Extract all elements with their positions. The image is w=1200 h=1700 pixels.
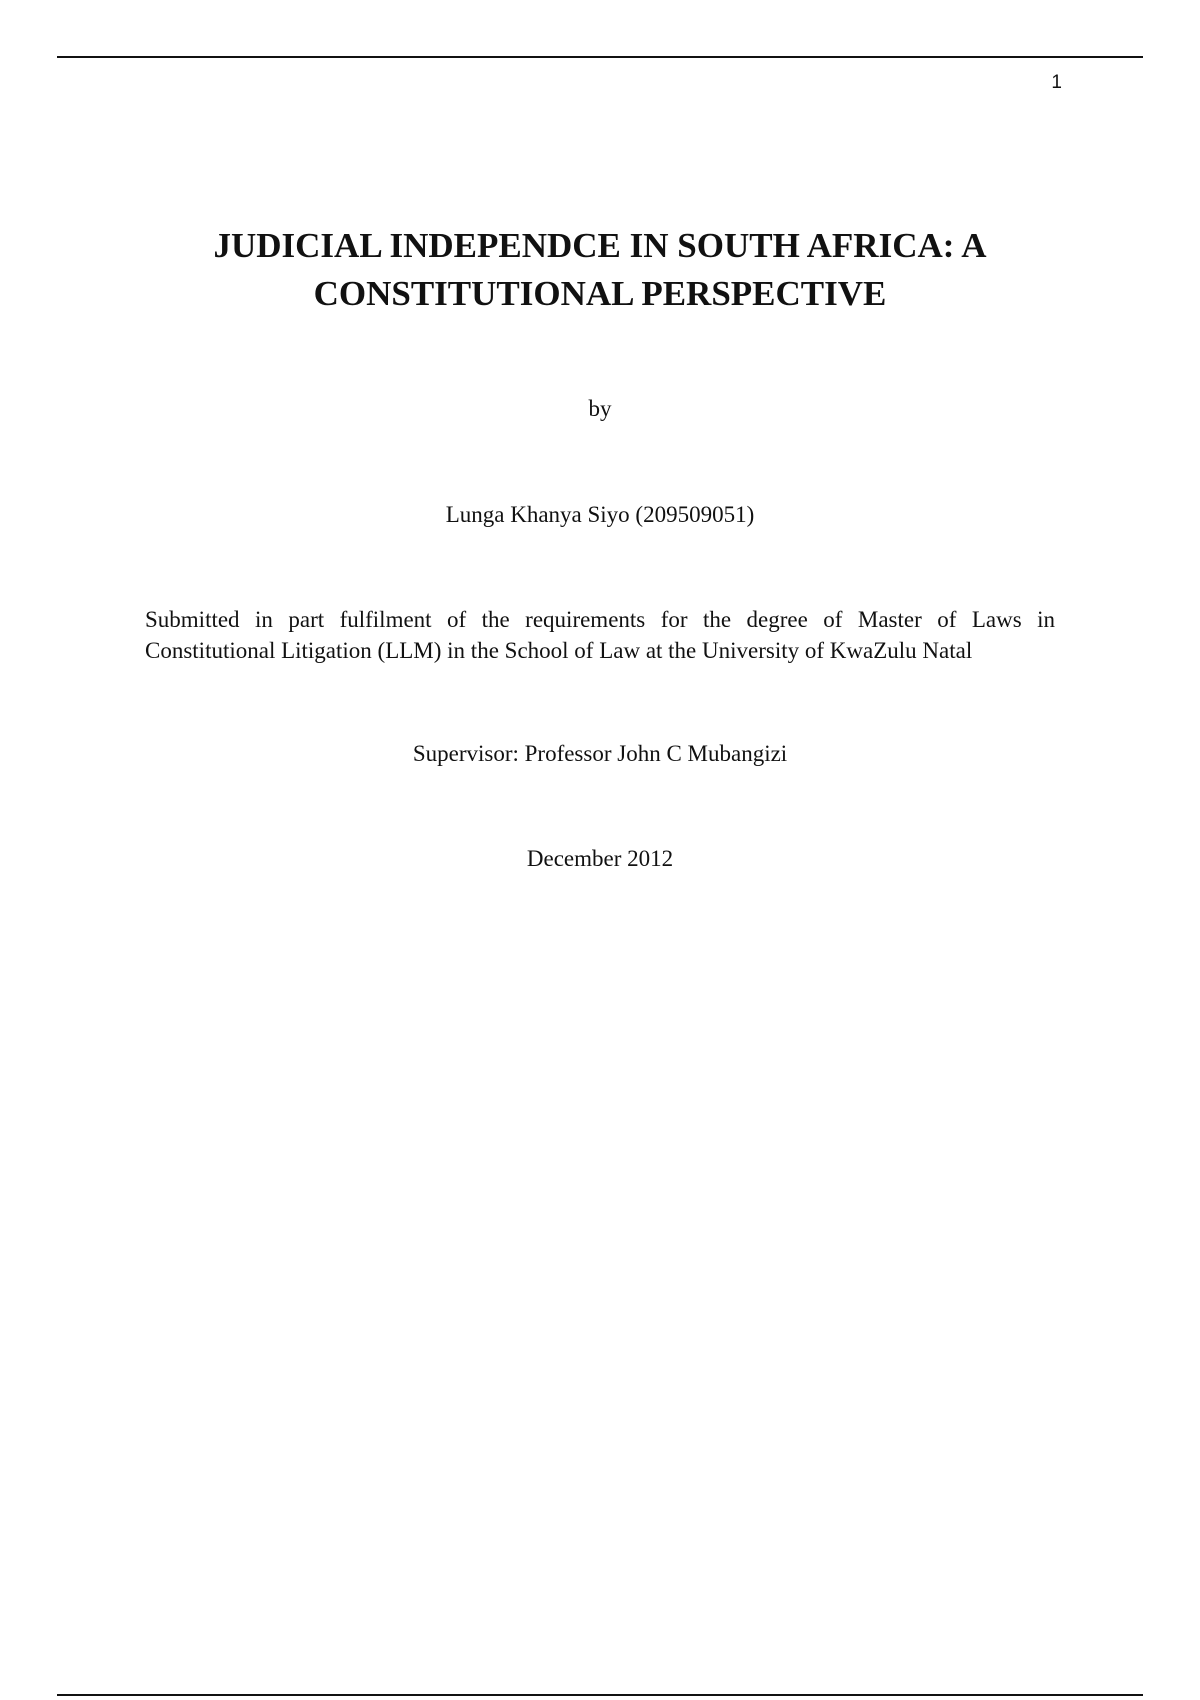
by-label: by [588, 396, 612, 421]
page-number: 1 [1051, 72, 1062, 93]
author-name: Lunga Khanya Siyo (209509051) [445, 502, 755, 527]
thesis-title [130, 222, 1070, 318]
supervisor-line: Supervisor: Professor John C Mubangizi [412, 741, 788, 766]
submission-date: December 2012 [526, 846, 674, 871]
header-rule [57, 56, 1143, 58]
submission-statement-line-2: Constitutional Litigation (LLM) in the School of Law at the University of KwaZulu Natal [145, 638, 973, 663]
thesis-title-line-1: JUDICIAL INDEPENDCE IN SOUTH AFRICA: A [213, 226, 987, 265]
footer-rule [57, 1694, 1143, 1696]
submission-statement [145, 604, 1055, 666]
submission-statement-line-1: Submitted in part fulfilment of the requirements for the degree of Master of Laws in [145, 607, 1055, 632]
thesis-title-line-2: CONSTITUTIONAL PERSPECTIVE [313, 274, 887, 313]
